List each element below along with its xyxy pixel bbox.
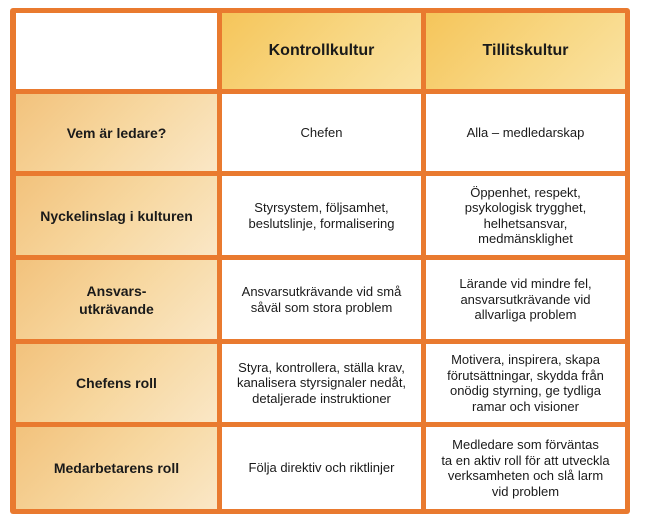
cell-tillit-chefens-roll: Motivera, inspirera, skapa förutsättningar, skydda från onödig styrning, ge tydliga ramar och visioner: [426, 344, 625, 422]
cell-kontroll-chefens-roll: Styra, kontrollera, ställa krav, kanalisera styrsignaler nedåt, detaljerade instruktioner: [222, 344, 421, 422]
header-kontrollkultur: Kontrollkultur: [222, 13, 421, 89]
header-tillitskultur: Tillitskultur: [426, 13, 625, 89]
corner-cell: [16, 13, 217, 89]
cell-tillit-ledare: Alla – medledarskap: [426, 94, 625, 171]
cell-tillit-nyckelinslag: Öppenhet, respekt, psykologisk trygghet, helhetsansvar, medmänsklighet: [426, 176, 625, 255]
cell-kontroll-nyckelinslag: Styrsystem, följsamhet, beslutslinje, formalisering: [222, 176, 421, 255]
cell-kontroll-ledare: Chefen: [222, 94, 421, 171]
row-label-medarbetarens-roll: Medarbetarens roll: [16, 427, 217, 509]
cell-kontroll-ansvarsutkravande: Ansvarsutkrävande vid små såväl som stora problem: [222, 260, 421, 339]
row-label-nyckelinslag: Nyckelinslag i kulturen: [16, 176, 217, 255]
cell-kontroll-medarbetarens-roll: Följa direktiv och riktlinjer: [222, 427, 421, 509]
cell-tillit-ansvarsutkravande: Lärande vid mindre fel, ansvarsutkrävande vid allvarliga problem: [426, 260, 625, 339]
row-label-ansvarsutkravande: Ansvars- utkrävande: [16, 260, 217, 339]
cell-tillit-medarbetarens-roll: Medledare som förväntas ta en aktiv roll för att utveckla verksamheten och slå larm vid problem: [426, 427, 625, 509]
row-label-ledare: Vem är ledare?: [16, 94, 217, 171]
row-label-chefens-roll: Chefens roll: [16, 344, 217, 422]
